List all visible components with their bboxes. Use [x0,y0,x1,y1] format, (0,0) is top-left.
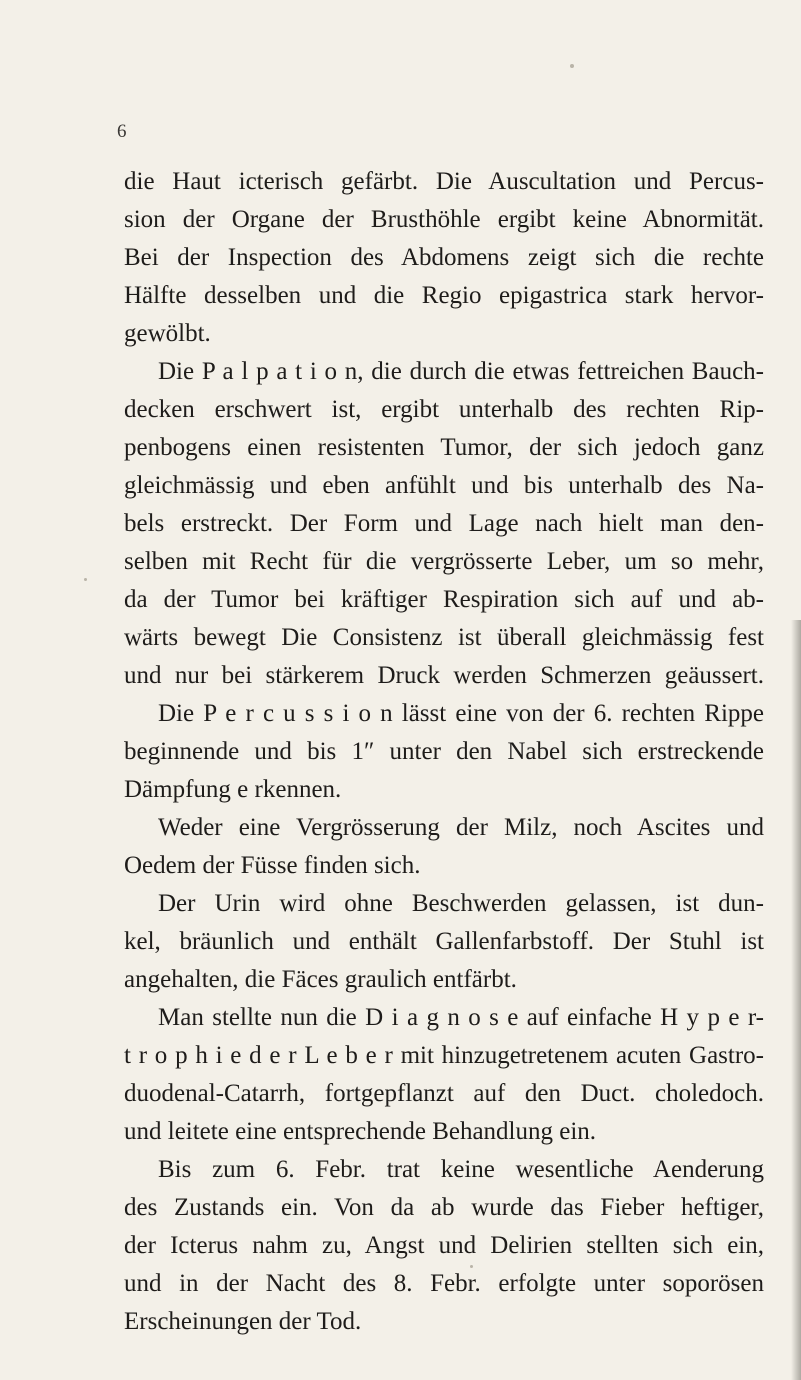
text-line: angehalten, die Fäces graulich entfärbt. [124,966,517,993]
text-line: t r o p h i e d e r L e b e r mit hinzugetretenem acuten Gastro- [124,1042,764,1069]
body-text [124,163,764,1341]
text-line: Der Urin wird ohne Beschwerden gelassen, ist dun- [158,890,764,917]
text-line: und nur bei stärkerem Druck werden Schmerzen geäussert. [124,662,764,689]
paper-speck [570,64,574,68]
text-line: gewölbt. [124,320,211,347]
text-line: gleichmässig und eben anfühlt und bis unterhalb des Na- [124,472,764,499]
text-line: des Zustands ein. Von da ab wurde das Fieber heftiger, [124,1194,764,1221]
text-line: decken erschwert ist, ergibt unterhalb des rechten Rip- [124,396,764,423]
page-number: 6 [117,121,127,142]
text-line: Hälfte desselben und die Regio epigastrica stark hervor- [124,282,764,309]
text-line: beginnende und bis 1″ unter den Nabel sich erstreckende [124,738,764,765]
text-line: Die P e r c u s s i o n lässt eine von der 6. rechten Rippe [158,700,764,727]
text-line: Weder eine Vergrösserung der Milz, noch Ascites und [158,814,764,841]
text-line: Oedem der Füsse finden sich. [124,852,421,879]
text-line: Bei der Inspection des Abdomens zeigt sich die rechte [124,244,764,271]
text-line: Man stellte nun die D i a g n o s e auf einfache H y p e r- [158,1004,764,1031]
text-line: Bis zum 6. Febr. trat keine wesentliche Aenderung [158,1156,764,1183]
text-line: Erscheinungen der Tod. [124,1308,362,1335]
paper-speck [84,578,87,581]
text-line: wärts bewegt Die Consistenz ist überall gleichmässig fest [124,624,764,651]
text-line: Die P a l p a t i o n, die durch die etwas fettreichen Bauch- [158,358,764,385]
text-line: Dämpfung e rkennen. [124,776,342,803]
text-line: der Icterus nahm zu, Angst und Delirien stellten sich ein, [124,1232,764,1259]
text-line: da der Tumor bei kräftiger Respiration sich auf und ab- [124,586,764,613]
page-edge-shadow [791,620,801,1380]
text-line: sion der Organe der Brusthöhle ergibt keine Abnormität. [124,206,764,233]
text-line: duodenal-Catarrh, fortgepflanzt auf den Duct. choledoch. [124,1080,764,1107]
text-line: und leitete eine entsprechende Behandlung ein. [124,1118,597,1145]
text-line: die Haut icterisch gefärbt. Die Auscultation und Percus- [124,168,764,195]
text-line: bels erstreckt. Der Form und Lage nach hielt man den- [124,510,764,537]
text-line: kel, bräunlich und enthält Gallenfarbstoff. Der Stuhl ist [124,928,764,955]
text-line: selben mit Recht für die vergrösserte Leber, um so mehr, [124,548,764,575]
text-line: und in der Nacht des 8. Febr. erfolgte unter soporösen [124,1270,764,1297]
text-line: penbogens einen resistenten Tumor, der sich jedoch ganz [124,434,764,461]
